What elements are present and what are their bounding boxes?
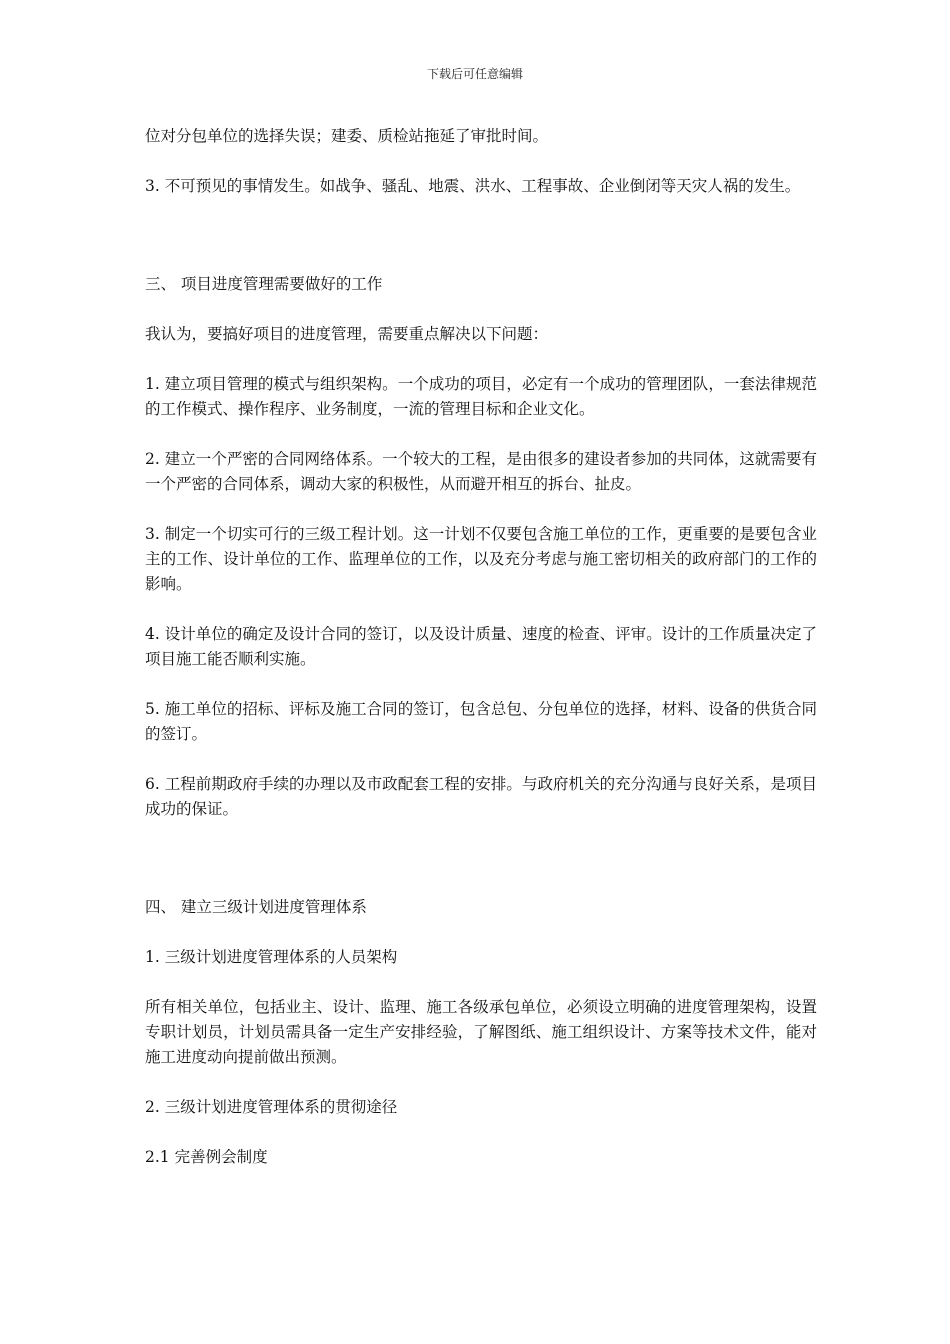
section-heading: 四、 建立三级计划进度管理体系 [145, 898, 367, 916]
subsection-heading: 1. 三级计划进度管理体系的人员架构 [145, 948, 398, 966]
list-item: 4. 设计单位的确定及设计合同的签订，以及设计质量、速度的检查、评审。设计的工作质量决定了项目施工能否顺利实施。 [145, 625, 818, 668]
list-item: 2. 建立一个严密的合同网络体系。一个较大的工程，是由很多的建设者参加的共同体，这就需要有一个严密的合同体系，调动大家的积极性，从而避开相互的拆台、扯皮。 [145, 450, 818, 493]
list-item: 5. 施工单位的招标、评标及施工合同的签订，包含总包、分包单位的选择，材料、设备的供货合同的签订。 [145, 700, 818, 743]
list-item: 3. 制定一个切实可行的三级工程计划。这一计划不仅要包含施工单位的工作，更重要的是要包含业主的工作、设计单位的工作、监理单位的工作，以及充分考虑与施工密切相关的政府部门的工作的影响。 [145, 525, 818, 593]
page-header: 下载后可任意编辑 [426, 67, 523, 81]
document-body [145, 124, 817, 1195]
subsection-heading: 2.1 完善例会制度 [145, 1148, 268, 1166]
paragraph: 所有相关单位，包括业主、设计、监理、施工各级承包单位，必须设立明确的进度管理架构，设置专职计划员，计划员需具备一定生产安排经验，了解图纸、施工组织设计、方案等技术文件，能对施工进度动向提前做出预测。 [145, 998, 817, 1066]
subsection-heading: 2. 三级计划进度管理体系的贯彻途径 [145, 1098, 398, 1116]
paragraph: 我认为，要搞好项目的进度管理，需要重点解决以下问题： [145, 325, 549, 343]
list-item: 1. 建立项目管理的模式与组织架构。一个成功的项目，必定有一个成功的管理团队，一套法律规范的工作模式、操作程序、业务制度，一流的管理目标和企业文化。 [145, 375, 818, 418]
section-heading: 三、 项目进度管理需要做好的工作 [145, 275, 383, 293]
list-item: 6. 工程前期政府手续的办理以及市政配套工程的安排。与政府机关的充分沟通与良好关系，是项目成功的保证。 [145, 775, 818, 818]
paragraph: 位对分包单位的选择失误；建委、质检站拖延了审批时间。 [145, 127, 549, 145]
list-item: 3. 不可预见的事情发生。如战争、骚乱、地震、洪水、工程事故、企业倒闭等天灾人祸的发生。 [145, 177, 801, 195]
